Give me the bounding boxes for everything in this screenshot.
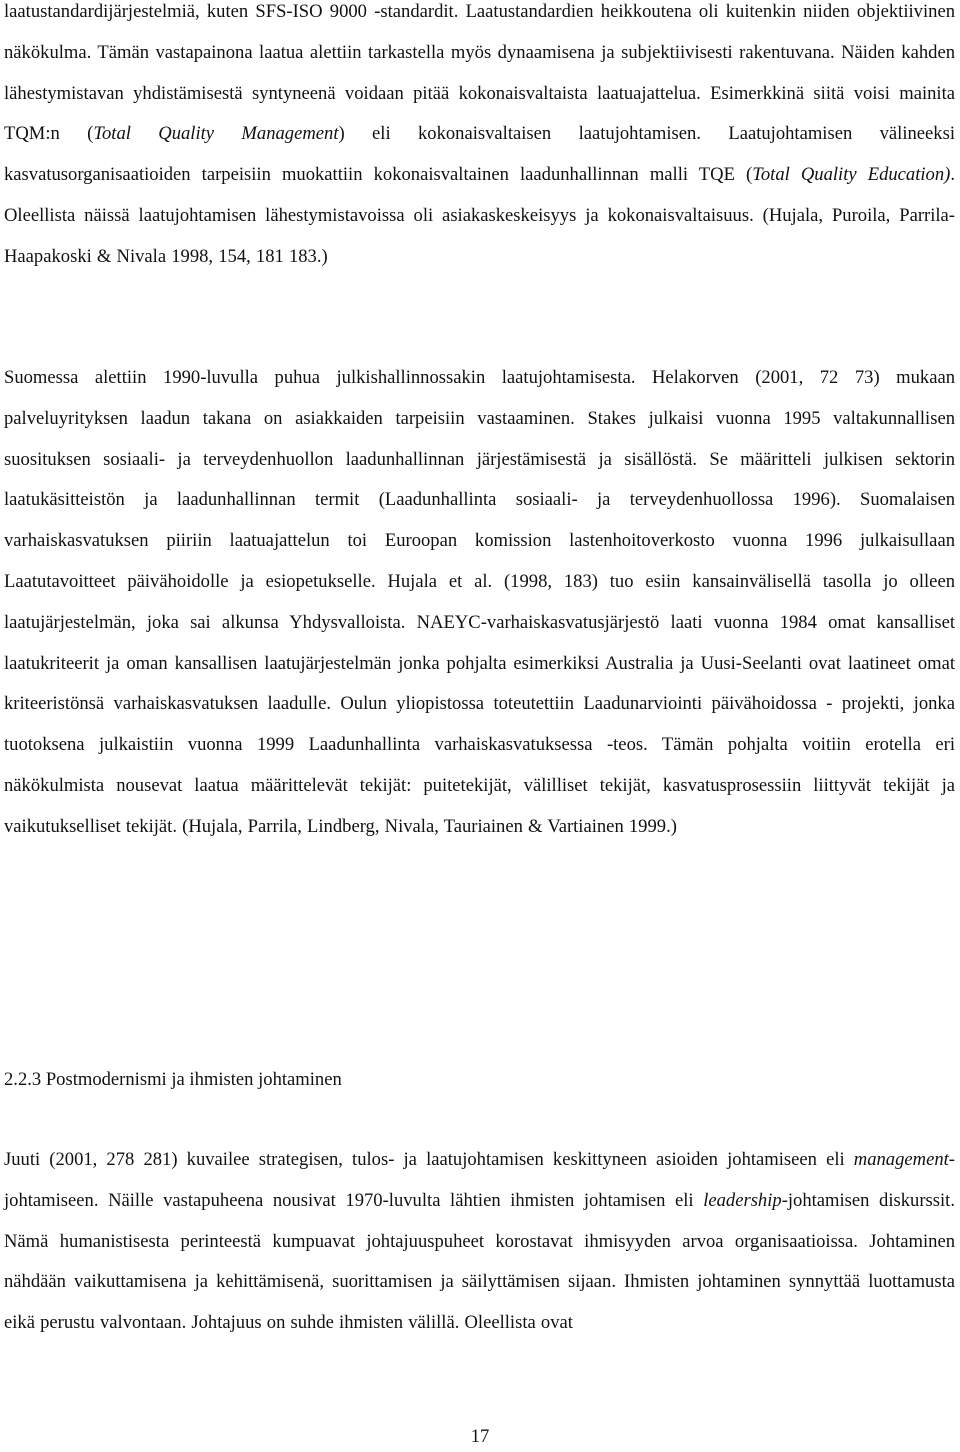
emphasis-management: management [853, 1149, 949, 1170]
body-paragraph-people-leadership: Juuti (2001, 278 281) kuvailee strategisen, tulos- ja laatujohtamisen keskittyneen asioiden johtamiseen eli management-johtamiseen. Näille vastapuheena nousivat 1970-luvulta lähtien ihmisten johtamisen eli leadership-johtamisen diskurssit. Nämä humanistisesta perinteestä kumpuavat johtajuuspuheet korostavat ihmisyyden arvoa organisaatioissa. Johtaminen nähdään vaikuttamisena ja kehittämisenä, suorittamisen ja säilyttämisen sijaan. Ihmisten johtaminen synnyttää luottamusta eikä perustu valvontaan. Johtajuus on suhde ihmisten välillä. Oleellista ovat [4, 1149, 955, 1334]
emphasis-leadership: leadership [703, 1189, 782, 1211]
body-paragraph-quality-management: laatustandardijärjestelmiä, kuten SFS-ISO 9000 -standardit. Laatustandardien heikkoutena oli kuitenkin niiden objektiivinen näkökulma. Tämän vastapainona laatua alettiin tarkastella myös dynaamisena ja subjektiivisesti rakentuvana. Näiden kahden lähestymistavan yhdistämisestä syntyneenä voidaan pitää kokonaisvaltaista laatuajattelua. Esimerkkinä siitä voisi mainita TQM:n (Total Quality Management) eli kokonaisvaltaisen laatujohtamisen. Laatujohtamisen välineeksi kasvatusorganisaatioiden tarpeisiin muokattiin kokonaisvaltainen laadunhallinnan malli TQE (Total Quality Education). Oleellista näissä laatujohtamisen lähestymistavoissa oli asiakaskeskeisyys ja kokonaisvaltaisuus. (Hujala, Puroila, Parrila-Haapakoski & Nivala 1998, 154, 181 183.) [4, 1, 956, 267]
page-number: 17 [470, 1426, 490, 1447]
emphasis-total-quality-education: Total Quality Education) [752, 164, 951, 186]
section-heading: 2.2.3 Postmodernismi ja ihmisten johtaminen [4, 1069, 342, 1090]
body-paragraph-finland-quality: Suomessa alettiin 1990-luvulla puhua julkishallinnossakin laatujohtamisesta. Helakorven (2001, 72 73) mukaan palveluyrityksen laadun takana on asiakkaiden tarpeisiin vastaaminen. Stakes julkaisi vuonna 1995 valtakunnallisen suosituksen sosiaali- ja terveydenhuollon laadunhallinnan järjestämisestä ja sisällöstä. Se määritteli julkisen sektorin laatukäsitteistön ja laadunhallinnan termit (Laadunhallinta sosiaali- ja terveydenhuollossa 1996). Suomalaisen varhaiskasvatuksen piiriin laatuajattelun toi Euroopan komission lastenhoitoverkosto vuonna 1996 julkaisullaan Laatutavoitteet päivähoidolle ja esiopetukselle. Hujala et al. (1998, 183) tuo esiin kansainvälisellä tasolla jo olleen laatujärjestelmän, joka sai alkunsa Yhdysvalloista. NAEYC-varhaiskasvatusjärjestö laati vuonna 1984 omat kansalliset laatukriteerit ja oman kansallisen laatujärjestelmän jonka pohjalta esimerkiksi Australia ja Uusi-Seelanti ovat laatineet omat kriteeristönsä varhaiskasvatuksen laadulle. Oulun yliopistossa toteutettiin Laadunarviointi päivähoidossa - projekti, jonka tuotoksena julkaistiin vuonna 1999 Laadunhallinta varhaiskasvatuksessa -teos. Tämän pohjalta voitiin erotella eri näkökulmista nousevat laatua määrittelevät tekijät: puitetekijät, välilliset tekijät, kasvatusprosessiin liittyvät tekijät ja vaikutukselliset tekijät. (Hujala, Parrila, Lindberg, Nivala, Tauriainen & Vartiainen 1999.) [4, 367, 955, 837]
emphasis-total-quality-management: Total Quality Management [93, 123, 339, 145]
